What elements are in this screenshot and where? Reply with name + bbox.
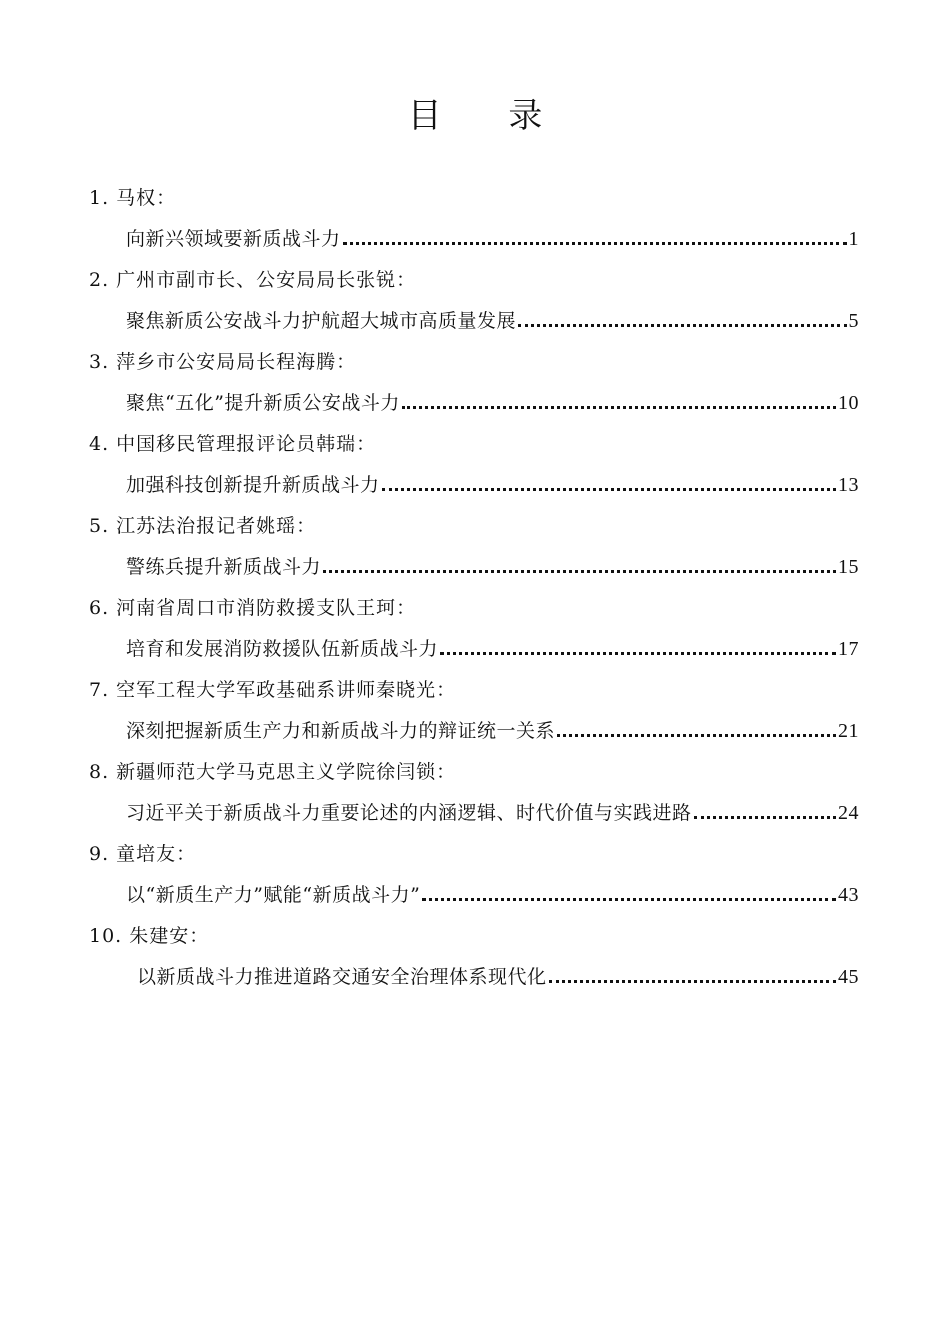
toc-entry-author: 8. 新疆师范大学马克思主义学院徐闫锁： bbox=[89, 761, 457, 783]
toc-entry-link[interactable] bbox=[126, 553, 859, 581]
dot-leader bbox=[422, 898, 836, 901]
toc-entry-author: 4. 中国移民管理报评论员韩瑞： bbox=[89, 433, 377, 455]
toc-entry-title: 以“新质生产力”赋能“新质战斗力” bbox=[126, 884, 421, 906]
dot-leader bbox=[518, 324, 846, 327]
toc-entry-title: 以新质战斗力推进道路交通安全治理体系现代化 bbox=[137, 966, 547, 988]
toc-entry-link[interactable] bbox=[126, 225, 859, 253]
toc-entry-page: 15 bbox=[838, 556, 859, 578]
toc-entry-page: 17 bbox=[838, 638, 859, 660]
toc-entry-author: 1. 马权： bbox=[89, 187, 177, 209]
dot-leader bbox=[557, 734, 836, 737]
toc-entry-title: 加强科技创新提升新质战斗力 bbox=[126, 474, 380, 496]
toc-entry-link[interactable] bbox=[126, 717, 859, 745]
dot-leader bbox=[343, 242, 847, 245]
toc-entry-title: 警练兵提升新质战斗力 bbox=[126, 556, 322, 578]
dot-leader bbox=[402, 406, 836, 409]
toc-entry-author: 5. 江苏法治报记者姚瑶： bbox=[89, 515, 317, 537]
dot-leader bbox=[323, 570, 836, 573]
toc-entry-title: 习近平关于新质战斗力重要论述的内涵逻辑、时代价值与实践进路 bbox=[126, 802, 692, 824]
toc-entry-link[interactable] bbox=[126, 389, 859, 417]
toc-entry-page: 13 bbox=[838, 474, 859, 496]
toc-entry-title: 聚焦“五化”提升新质公安战斗力 bbox=[126, 392, 400, 414]
toc-entry-page: 43 bbox=[838, 884, 859, 906]
toc-entry-author: 2. 广州市副市长、公安局局长张锐： bbox=[89, 269, 417, 291]
page-title: 目 录 bbox=[407, 96, 571, 136]
toc-entry-page: 21 bbox=[838, 720, 859, 742]
toc-entry-link[interactable] bbox=[126, 881, 859, 909]
toc-entry-author: 10. 朱建安： bbox=[89, 925, 210, 947]
toc-entry-page: 45 bbox=[838, 966, 859, 988]
toc-entry-title: 深刻把握新质生产力和新质战斗力的辩证统一关系 bbox=[126, 720, 556, 742]
toc-entry-author: 7. 空军工程大学军政基础系讲师秦晓光： bbox=[89, 679, 457, 701]
toc-entry-title: 向新兴领域要新质战斗力 bbox=[126, 228, 341, 250]
toc-entry-link[interactable] bbox=[126, 307, 859, 335]
toc-entry-page: 10 bbox=[838, 392, 859, 414]
dot-leader bbox=[549, 980, 836, 983]
toc-entry-page: 24 bbox=[838, 802, 859, 824]
toc-entry-link[interactable] bbox=[126, 471, 859, 499]
toc-entry-title: 聚焦新质公安战斗力护航超大城市高质量发展 bbox=[126, 310, 517, 332]
dot-leader bbox=[440, 652, 836, 655]
toc-entry-link[interactable] bbox=[126, 799, 859, 827]
toc-entry-page: 5 bbox=[848, 310, 859, 332]
toc-entry-link[interactable] bbox=[126, 635, 859, 663]
dot-leader bbox=[694, 816, 836, 819]
toc-entry-page: 1 bbox=[848, 228, 859, 250]
toc-entry-link[interactable] bbox=[137, 963, 859, 991]
dot-leader bbox=[382, 488, 836, 491]
toc-entry-title: 培育和发展消防救援队伍新质战斗力 bbox=[126, 638, 439, 660]
toc-entry-author: 6. 河南省周口市消防救援支队王珂： bbox=[89, 597, 417, 619]
toc-entry-author: 3. 萍乡市公安局局长程海腾： bbox=[89, 351, 357, 373]
toc-entry-author: 9. 童培友： bbox=[89, 843, 197, 865]
